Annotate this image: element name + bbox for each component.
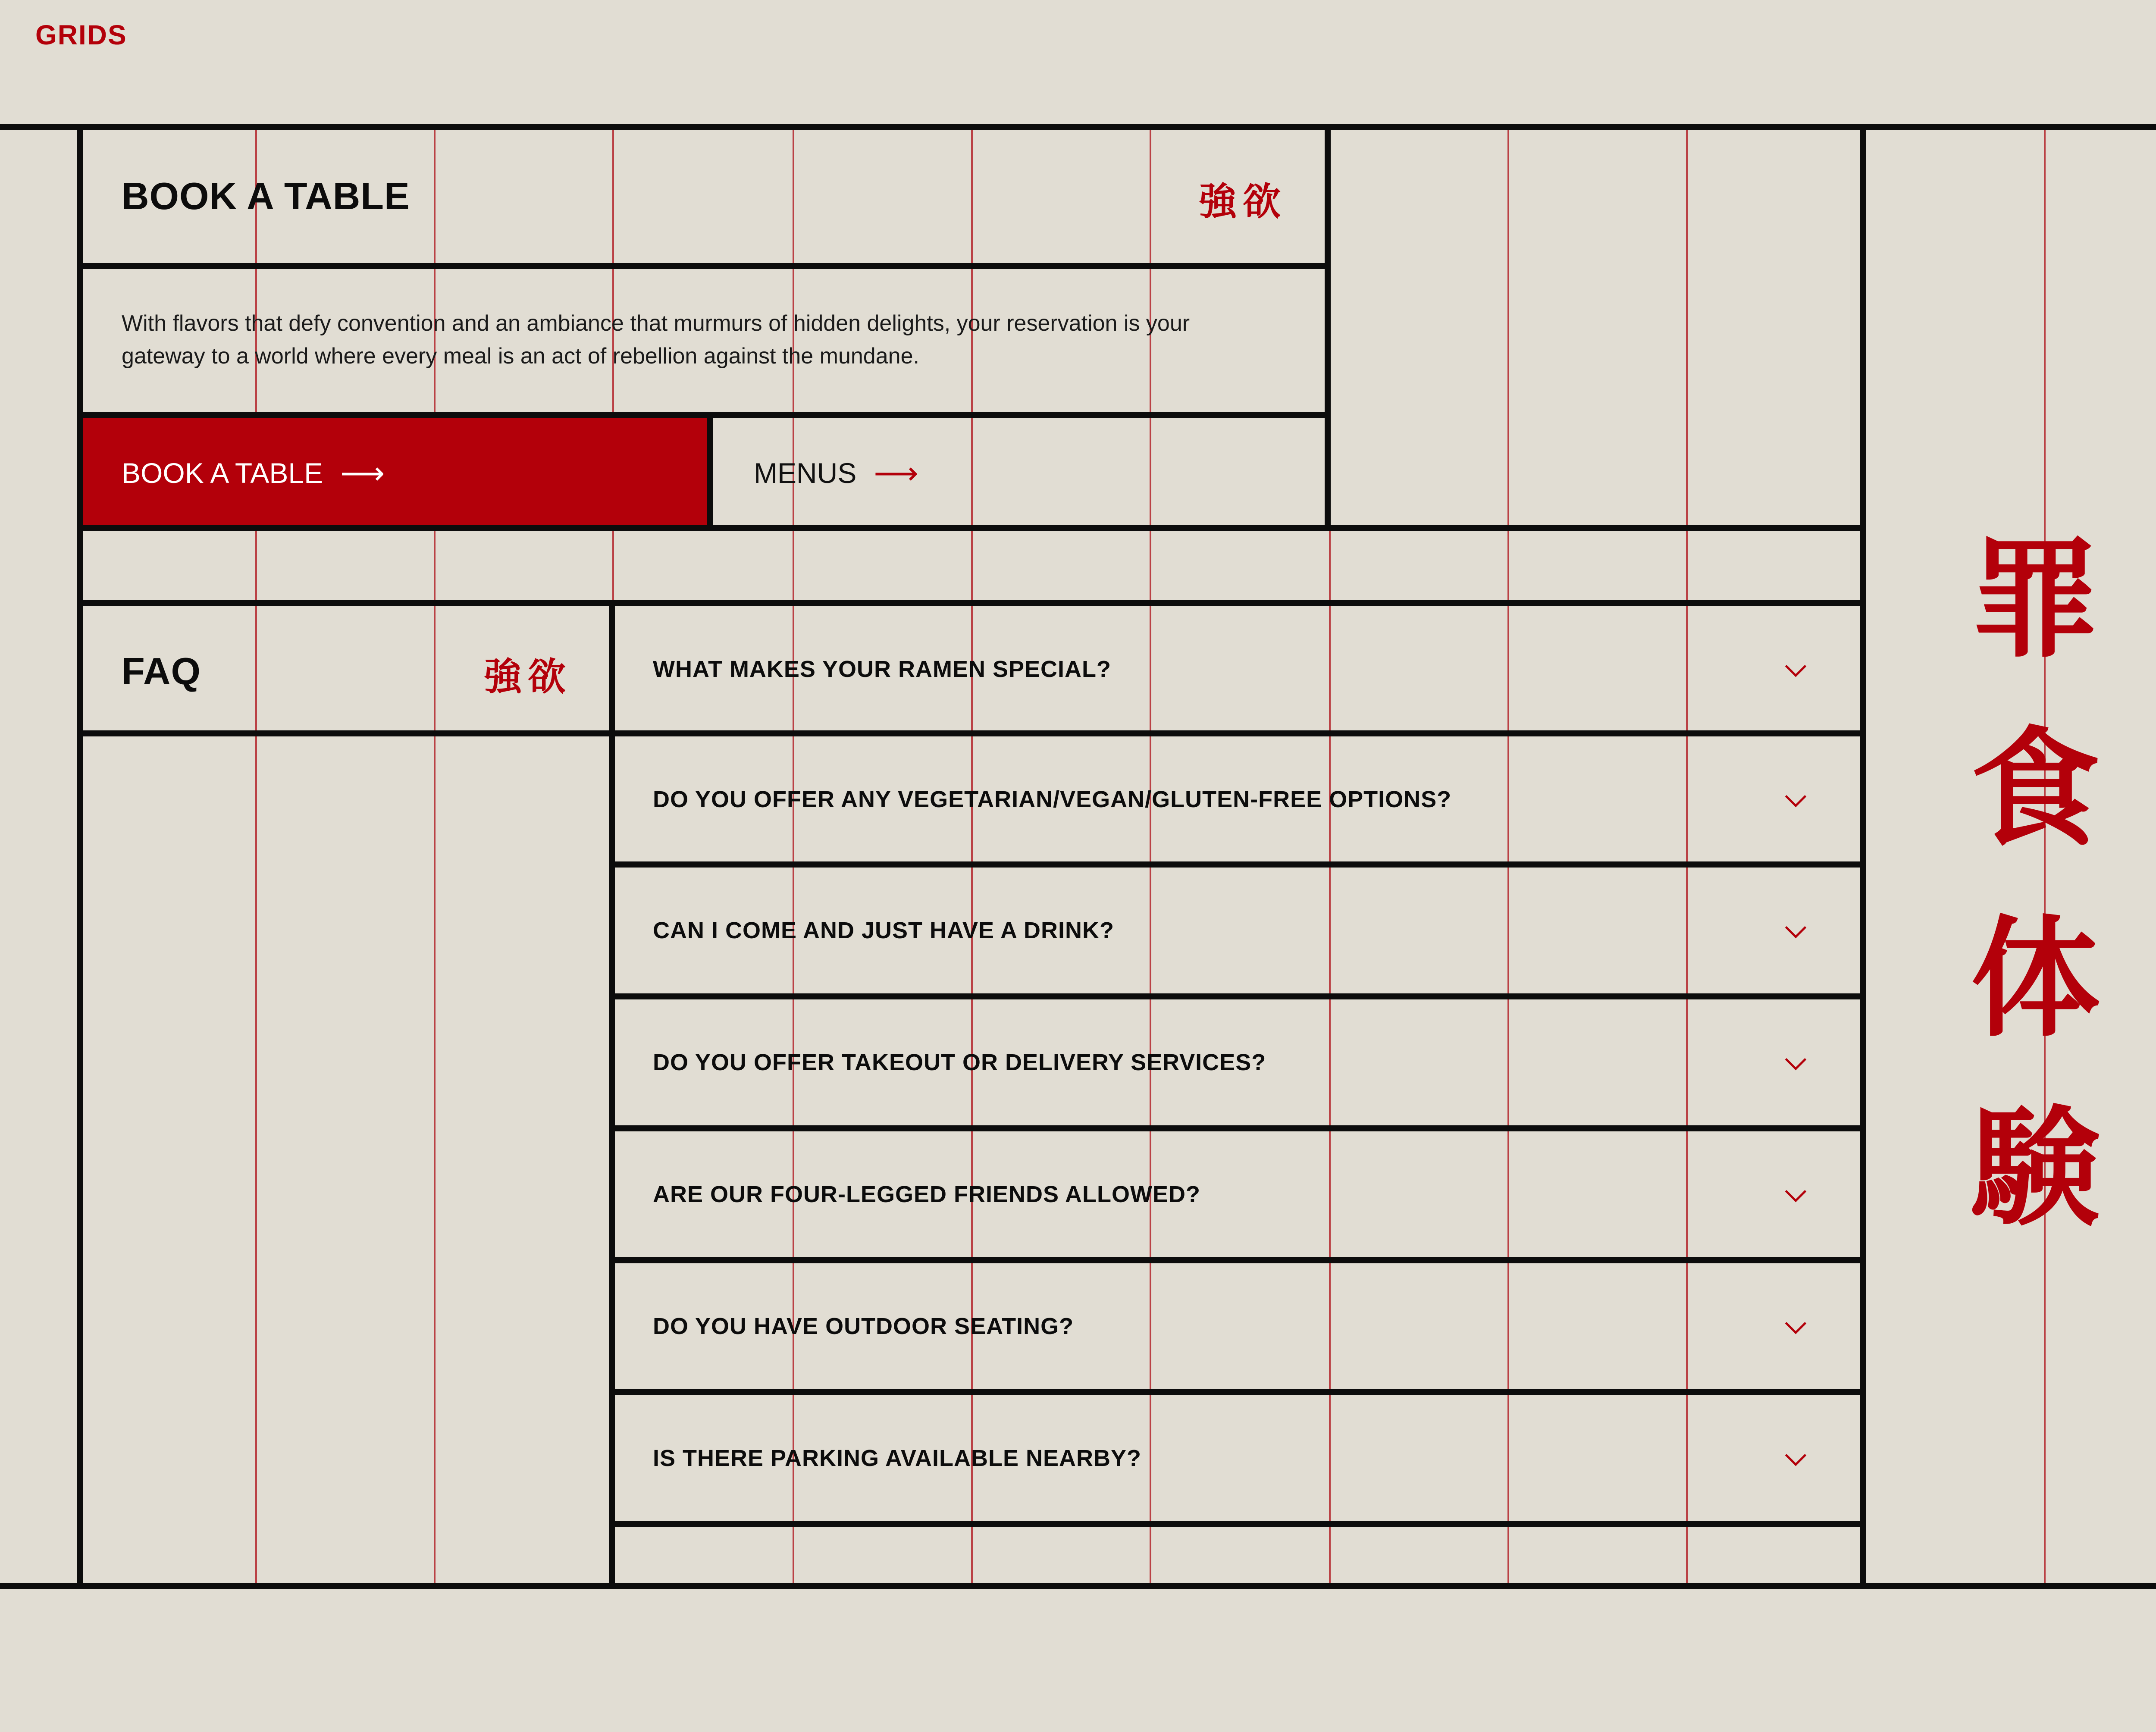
frame-line <box>77 124 83 1589</box>
arrow-right-icon: ⟶ <box>874 456 918 491</box>
frame-line <box>609 1257 1866 1263</box>
frame-line <box>77 730 615 736</box>
chevron-down-icon[interactable] <box>1785 917 1806 938</box>
frame-line <box>609 1125 1866 1131</box>
chevron-down-icon[interactable] <box>1785 1181 1806 1202</box>
booking-title: BOOK A TABLE <box>122 175 410 217</box>
frame-line <box>707 412 713 530</box>
faq-item[interactable] <box>617 1395 1859 1521</box>
faq-question: WHAT MAKES YOUR RAMEN SPECIAL? <box>653 656 1112 682</box>
frame-line <box>609 1521 1866 1527</box>
frame-line <box>0 124 2156 130</box>
kanji-character: 食 <box>1971 717 2100 861</box>
vertical-kanji-title <box>1964 504 2106 1263</box>
faq-item[interactable] <box>617 1131 1859 1257</box>
frame-line <box>1860 124 1866 1589</box>
faq-question: IS THERE PARKING AVAILABLE NEARBY? <box>653 1445 1142 1471</box>
faq-question: DO YOU HAVE OUTDOOR SEATING? <box>653 1313 1074 1339</box>
book-a-table-button[interactable] <box>82 418 707 528</box>
frame-line <box>77 525 1866 531</box>
menus-button-label: MENUS <box>754 457 857 489</box>
chevron-down-icon[interactable] <box>1785 1313 1806 1334</box>
frame-line <box>609 600 615 1589</box>
book-a-table-button-label: BOOK A TABLE <box>122 457 323 489</box>
booking-kanji: 強欲 <box>1199 180 1287 223</box>
faq-question: ARE OUR FOUR-LEGGED FRIENDS ALLOWED? <box>653 1181 1200 1207</box>
arrow-right-icon: ⟶ <box>340 456 385 491</box>
brand-label[interactable]: GRIDS <box>35 19 127 50</box>
faq-item[interactable] <box>617 736 1859 862</box>
faq-title: FAQ <box>122 650 201 692</box>
kanji-character: 験 <box>1971 1096 2100 1241</box>
menus-button[interactable] <box>717 418 1325 528</box>
faq-item[interactable] <box>617 1263 1859 1389</box>
frame-line <box>77 412 1331 418</box>
frame-line <box>1325 124 1331 530</box>
frame-line <box>77 600 1866 606</box>
faq-question: DO YOU OFFER TAKEOUT OR DELIVERY SERVICES? <box>653 1049 1266 1075</box>
faq-question: CAN I COME AND JUST HAVE A DRINK? <box>653 918 1115 943</box>
frame-line <box>609 1389 1866 1395</box>
booking-description: With flavors that defy convention and an ambiance that murmurs of hidden delights, your reservation is your gateway to a world where every meal is an act of rebellion against the mundane. <box>122 311 1190 369</box>
chevron-down-icon[interactable] <box>1785 1049 1806 1070</box>
faq-item[interactable] <box>617 606 1859 732</box>
faq-item[interactable] <box>617 999 1859 1125</box>
frame-line <box>77 263 1331 269</box>
kanji-character: 体 <box>1971 906 2100 1051</box>
kanji-character: 罪 <box>1971 527 2100 672</box>
chevron-down-icon[interactable] <box>1785 786 1806 807</box>
frame-line <box>609 861 1866 868</box>
faq-question: DO YOU OFFER ANY VEGETARIAN/VEGAN/GLUTEN-FREE OPTIONS? <box>653 786 1452 812</box>
frame-line <box>609 993 1866 999</box>
chevron-down-icon[interactable] <box>1785 656 1806 677</box>
frame-line <box>0 1583 2156 1589</box>
faq-item[interactable] <box>617 868 1859 993</box>
faq-kanji: 強欲 <box>484 655 572 698</box>
chevron-down-icon[interactable] <box>1785 1445 1806 1466</box>
